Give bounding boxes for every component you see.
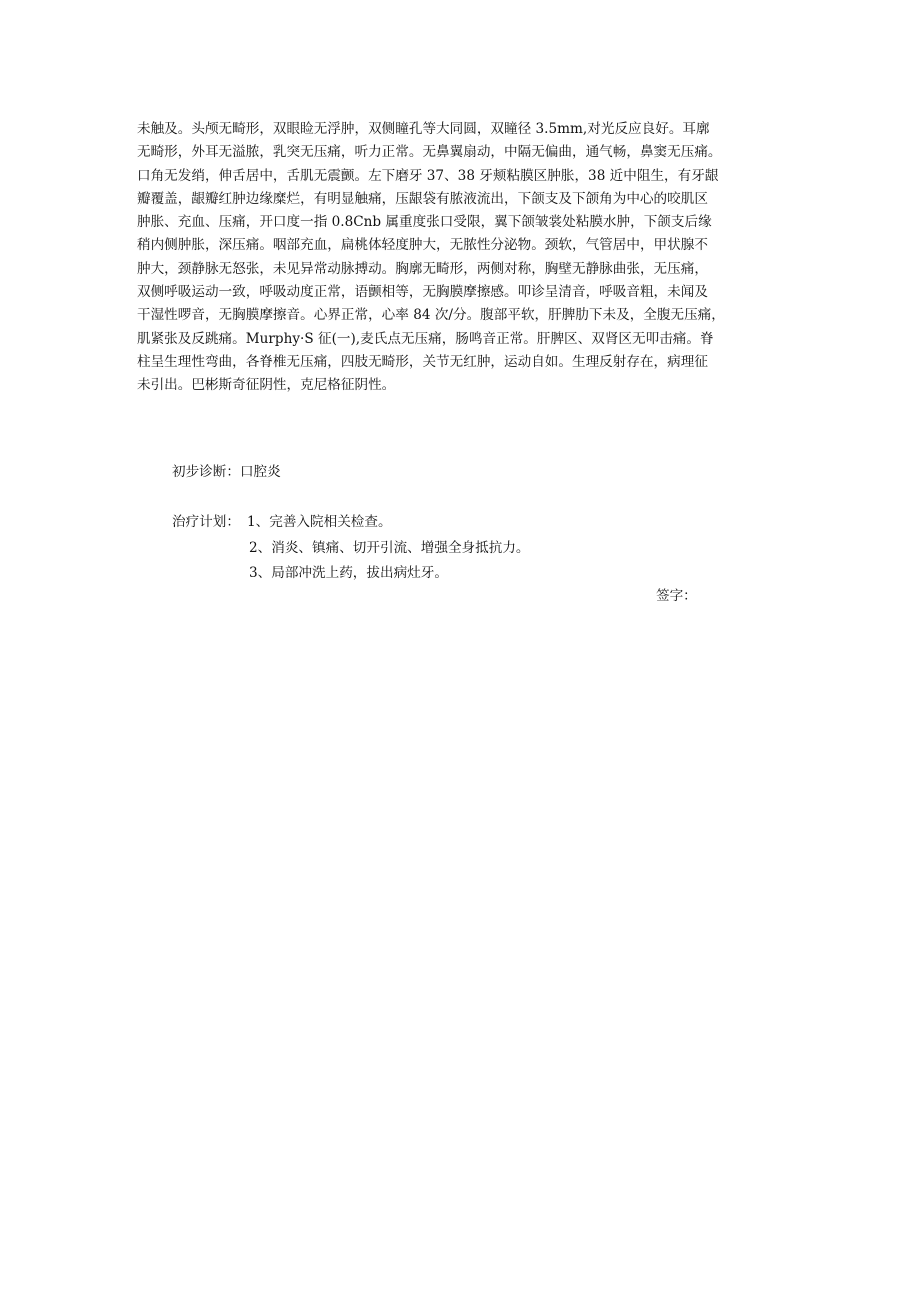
paragraph-line: 未引出。巴彬斯奇征阴性，克尼格征阴性。: [137, 377, 396, 394]
treatment-plan-item: 3、局部冲洗上药，拔出病灶牙。: [249, 565, 448, 581]
paragraph-line: 瓣覆盖，龈瓣红肿边缘糜烂，有明显触痛，压龈袋有脓液流出，下颌支及下颌角为中心的咬肌区: [137, 190, 708, 207]
paragraph-line: 无畸形，外耳无溢脓，乳突无压痛，听力正常。无鼻翼扇动，中隔无偏曲，通气畅，鼻窦无压痛。: [137, 144, 722, 161]
paragraph-line: 肿大，颈静脉无怒张，未见异常动脉搏动。胸廓无畸形，两侧对称，胸壁无静脉曲张，无压痛，: [137, 260, 708, 277]
treatment-plan-item: 2、消炎、镇痛、切开引流、增强全身抵抗力。: [249, 540, 530, 556]
paragraph-line: 肌紧张及反跳痛。Murphy·S 征(一),麦氏点无压痛，肠鸣音正常。肝脾区、双肾区无叩击痛。脊: [137, 330, 714, 347]
paragraph-line: 未触及。头颅无畸形，双眼睑无浮肿，双侧瞳孔等大同圆，双瞳径 3.5mm,对光反应良好。耳廓: [137, 121, 710, 137]
paragraph-line: 口角无发绡，伸舌居中，舌肌无震颤。左下磨牙 37、38 牙颊粘膜区肿胀，38 近中阻生，有牙龈: [137, 167, 719, 184]
preliminary-diagnosis: 初步诊断：口腔炎: [172, 464, 281, 480]
signature-label: 签字：: [656, 588, 697, 604]
physical-exam-paragraph: [137, 118, 793, 398]
paragraph-line: 干湿性啰音，无胸膜摩擦音。心界正常，心率 84 次/分。腹部平软，肝脾肋下未及，全腹无压痛，: [137, 307, 725, 324]
paragraph-line: 双侧呼吸运动一致，呼吸动度正常，语颤相等，无胸膜摩擦感。叩诊呈清音，呼吸音粗，未闻及: [137, 284, 708, 301]
paragraph-line: 稍内侧肿胀，深压痛。咽部充血，扁桃体轻度肿大，无脓性分泌物。颈软，气管居中，甲状腺不: [137, 237, 708, 254]
treatment-plan-item: 1、完善入院相关检查。: [247, 514, 392, 530]
paragraph-line: 肿胀、充血、压痛，开口度一指 0.8Cnb 属重度张口受限，翼下颌皱裳处粘膜水肿，下颌支后缘: [137, 214, 712, 231]
treatment-plan-label: 治疗计划：: [172, 514, 240, 530]
paragraph-line: 柱呈生理性弯曲，各脊椎无压痛，四肢无畸形，关节无红肿，运动自如。生理反射存在，病理征: [137, 353, 708, 370]
